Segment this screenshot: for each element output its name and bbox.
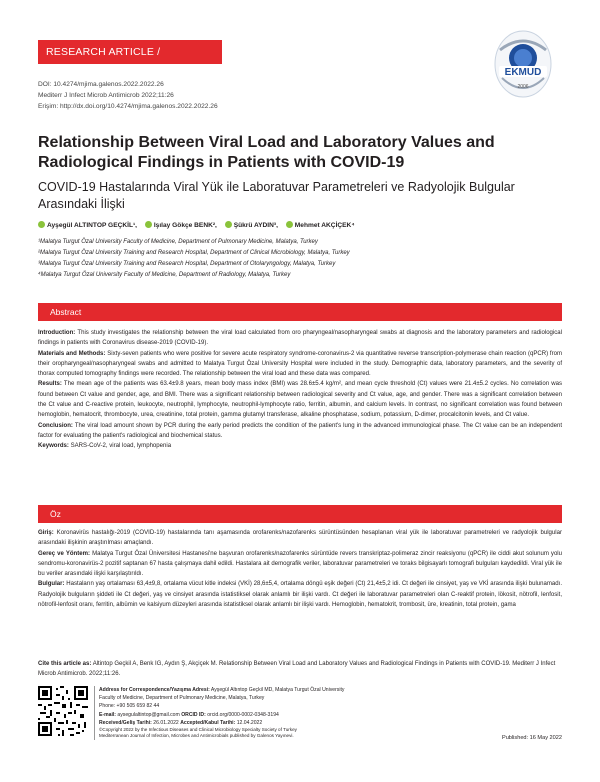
abstract-methods: Materials and Methods: Sixty-seven patients who were positive for severe acute respiratory syndrome-coronavirus-2 via quantitative reverse transcription-polymerase chain reaction (qPCR) from their oropharyngeal/nasopharyngeal swabs and admitted to Malatya Turgut Özal University Hospital were included in the study. Demographic data, laboratory parameters, and the severity of thorax computed tomography findings were recorded. The relationship between the viral load and these data was compared. [38,350,562,378]
affiliation-1: ¹Malatya Turgut Özal University Faculty of Medicine, Department of Pulmonary Medicine, Malatya, Turkey [38,239,318,245]
oz-gerec: Gereç ve Yöntem: Malatya Turgut Özal Üniversitesi Hastanesi'ne başvuran orofarenks/nazofarenks sürüntüde revers transkriptaz-polimeraz zincir reaksiyonu (qPCR) ile ciddi akut solunum yolu sendromu-koronavirüs-2 pozitif saptanan 67 hasta çalışmaya dahil edildi. Hastalara ait demografik veriler, laboratuvar parametreleri ve toraks bilgisayarlı tomografi bulguları kaydedildi. Viral yük ile bu veriler arasındaki ilişki karşılaştırıldı. [38,550,563,578]
orcid-icon[interactable] [286,221,293,228]
oz-body [38,528,562,610]
abstract-results: Results: The mean age of the patients was 63.4±9.8 years, mean body mass index (BMI) was 28.6±5.4 kg/m², and mean cycle threshold (Ct) values were 21.4±5.2 cycles. No correlation was found between Ct value and gender, age, and BMI. There was a significant relationship between radiological severity and Ct value, age, and gender. There was a significant correlation between the Ct value and C-reactive protein, leukocyte, neutrophil, lymphocyte, neutrophil-lymphocyte ratio, ferritin, albumin, and calcium levels. In contrast, no significant correlation was found between hemoglobin, hematocrit, thrombocyte, urea, creatinine, total protein, gamma glutamyl transferase, alkaline phosphatase, sodium, potassium, D-dimer, procalcitonin levels, and Ct value. [38,381,562,419]
orcid-icon[interactable] [38,221,45,228]
author-4[interactable]: Mehmet AKÇİÇEK⁴ [286,222,355,229]
affiliation-4: ⁴Malatya Turgut Özal University Faculty of Medicine, Department of Radiology, Malatya, Turkey [38,272,291,278]
qr-code-icon[interactable] [38,686,88,736]
author-list [38,221,568,229]
copyright: ©Copyright 2022 by the Infectious Diseases and Clinical Microbiology Specialty Society of Turkey Mediterranean Journal of Infection, Microbes and Antimicrobials published by Galenos Yayınevi. [99,727,297,739]
author-2[interactable]: Işılay Gökçe BENK², [145,222,217,229]
journal-line: Mediterr J Infect Microb Antimicrob 2022;11:26 [38,92,174,99]
oz-giris: Giriş: Koronavirüs hastalığı-2019 (COVID-19) hastalarında tanı aşamasında orofarenks/nazofarenks sürüntüsünden hesaplanan viral yük ile laboratuvar parametreleri ve radyolojik bulgular arasındaki ilişkinin araştırılması amaçlandı. [38,530,562,547]
access-line[interactable]: Erişim: http://dx.doi.org/10.4274/mjima.galenos.2022.2022.26 [38,103,218,110]
orcid-icon[interactable] [145,221,152,228]
article-title: Relationship Between Viral Load and Laboratory Values and Radiological Findings in Patients with COVID-19 [38,134,495,171]
abstract-heading: Abstract [38,303,562,321]
citation: Cite this article as: Altintop Geçkil A, Benk IG, Aydın Ş, Akçiçek M. Relationship Between Viral Load and Laboratory Values and Radiological Findings in Patients with COVID-19. Mediterr J Infect Microb Antimicrob. 2022;11:26. [38,661,556,677]
author-3[interactable]: Şükrü AYDIN³, [225,222,278,229]
affiliation-2: ²Malatya Turgut Özal University Training and Research Hospital, Department of Clinical Microbiology, Malatya, Turkey [38,250,350,256]
ekmud-logo [492,28,554,102]
orcid-link[interactable]: orcid.org/0000-0002-0348-3194 [205,711,279,718]
abstract-introduction: Introduction: This study investigates the relationship between the viral load calculated from oro pharyngeal/nasopharyngeal swabs at diagnosis and the laboratory parameters and radiological findings in patients with Coronavirus disease-2019 (COVID-19). [38,330,562,347]
orcid-icon[interactable] [225,221,232,228]
divider [94,686,95,740]
logo-text: EKMUD [504,67,542,78]
correspondence-footer [38,686,562,746]
author-1[interactable]: Ayşegül ALTINTOP GEÇKİL¹, [38,222,137,229]
published-date: Published: 16 May 2022 [501,735,562,741]
correspondence-details: Address for Correspondence/Yazışma Adresi: Ayşegül Altıntop Geçkil MD, Malatya Turgut Özal University Faculty of Medicine, Department of Pulmonary Medicine, Malatya, Turkey Phone: +90 505 659 82 44 E-mail: aysegulaltintop@gmail.com ORCID ID: orcid.org/0000-0002-0348-3194 Received/Geliş Tarihi: 26.01.2022 Accepted/Kabul Tarihi: 12.04.2022 ©Copyright 2022 by the Infectious Diseases and Clinical Microbiology Specialty Society of Turkey Mediterranean Journal of Infection, Microbes and Antimicrobials published by Galenos Yayınevi. [99,686,479,739]
abstract-body [38,328,562,452]
article-type-banner: RESEARCH ARTICLE / ARAŞTIRMA [38,40,222,64]
abstract-conclusion: Conclusion: The viral load amount shown by PCR during the early period predicts the condition of the patient's lung in the advanced immunological phase. The Ct value can be an independent factor for evaluating the patient's radiological and biochemical status. [38,422,562,439]
oz-bulgular: Bulgular: Hastaların yaş ortalaması 63,4±9,8, ortalama vücut kitle indeksi (VKİ) 28,6±5,4, ortalama döngü eşik değeri (Ct) 21,4±5,2 idi. Ct değeri ile cinsiyet, yaş ve VKİ arasında ilişki bulunamadı. Radyolojik bulguların şiddeti ile Ct değeri, yaş ve cinsiyet arasında istatistiksel olarak anlamlı bir ilişki vardı. Ct değeri ile laboratuvar parametreleri olan C-reaktif protein, lökosit, nötrofil, lenfosit, nötrofil-lenfosit oranı, ferritin, albümin ve kalsiyum düzeyleri arasında istatistiksel olarak anlamlı bir ilişki vardı. Hemoglobin, hematokrit, trombosit, üre, kreatinin, total protein, gama [38,581,562,609]
email-link[interactable]: aysegulaltintop@gmail.com [115,711,180,718]
affiliations [38,237,568,281]
affiliation-3: ³Malatya Turgut Özal University Training and Research Hospital, Department of Otolaryngology, Malatya, Turkey [38,261,336,267]
logo-year: 2006 [517,84,529,90]
oz-heading: Öz [38,505,562,523]
article-subtitle: COVID-19 Hastalarında Viral Yük ile Laboratuvar Parametreleri ve Radyolojik Bulgular Arasındaki İlişki [38,180,515,211]
doi-line[interactable]: DOI: 10.4274/mjima.galenos.2022.2022.26 [38,81,164,88]
abstract-keywords: Keywords: SARS-CoV-2, viral load, lymphopenia [38,443,172,450]
article-meta [38,79,218,112]
